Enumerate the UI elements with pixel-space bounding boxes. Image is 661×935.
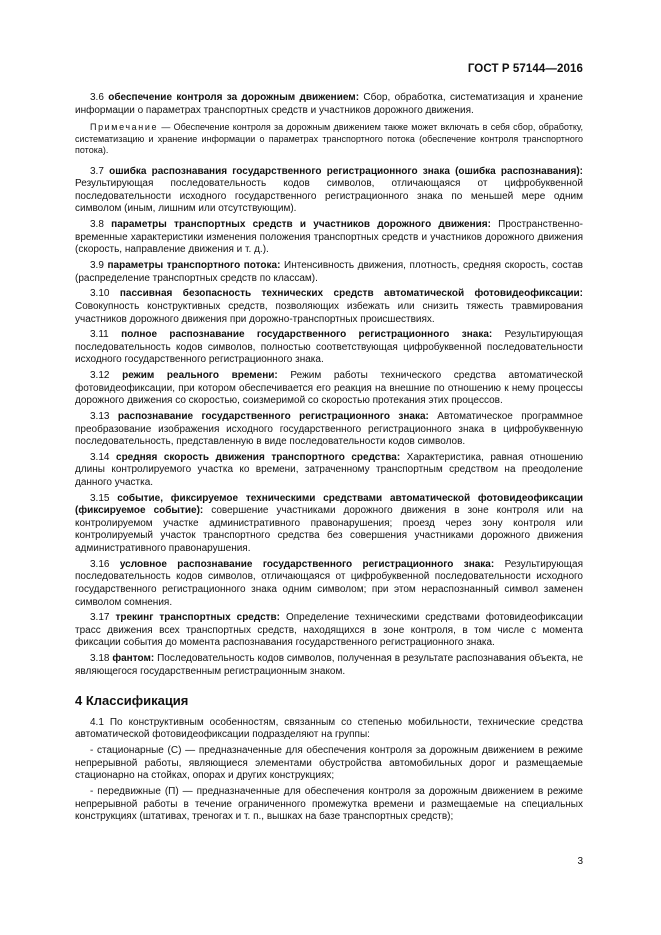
term: распознавание государственного регистрационного знака: (117, 410, 429, 422)
clause-number: 3.7 (90, 165, 104, 177)
clause-number: 3.9 (90, 260, 104, 272)
list-item-stationary: - стационарные (С) — предназначенные для обеспечения контроля за дорожным движением в режиме непрерывной работы, являющиеся элементами обустройства автомобильных дорог и размещаемые стационарно на стойках, опорах и других конструкциях; (75, 745, 583, 782)
document-header: ГОСТ Р 57144—2016 (467, 63, 583, 75)
definition-text: Режим работы технического средства автоматической фотовидеофиксации, при котором обеспечивается его реакция на внешние по отношению к нему процессы дорожного движения со скоростью, соизмеримой со скоростью протекания этих процессов. (75, 370, 583, 407)
term: полное распознавание государственного регистрационного знака: (121, 329, 493, 341)
definition-3-6 (75, 92, 583, 117)
list-item-mobile: - передвижные (П) — предназначенные для обеспечения контроля за дорожным движением в режиме непрерывной работы в течение ограниченного промежутка времени и размещаемые на специальных конструкциях (штативах, треногах и т. п., вышках на базе транспортных средств); (75, 786, 583, 823)
definition-text: Интенсивность движения, плотность, средняя скорость, состав (распределение транспортных средств по классам). (75, 260, 583, 284)
clause-number: 3.17 (90, 612, 110, 624)
definition-text: Результирующая последовательность кодов символов, отличающаяся от цифробуквенной последовательности исходного государственного регистрационного знака по меньшей мере одним символом (иным, лишним или отсутствующим). (75, 178, 583, 215)
clause-number: 3.12 (90, 370, 110, 382)
term: фантом: (112, 653, 155, 665)
document-body (75, 92, 583, 827)
term: обеспечение контроля за дорожным движением: (108, 92, 360, 103)
clause-number: 3.6 (90, 92, 104, 103)
section-heading: 4 Классификация (75, 693, 189, 709)
term: параметры транспортных средств и участников дорожного движения: (111, 219, 491, 231)
note (75, 122, 583, 157)
term: параметры транспортного потока: (107, 260, 281, 272)
clause-number: 3.11 (90, 329, 109, 341)
definition-text: Определение техническими средствами фотовидеофиксации трасс движения всех транспортных средств, находящихся в зоне контроля, в том числе с момента фиксации события до момента распознавания государственного регистрационного знака. (75, 612, 583, 649)
definition-3-15 (75, 493, 583, 556)
definition-3-14 (75, 452, 583, 490)
definition-3-13 (75, 411, 583, 449)
definition-3-7 (75, 166, 583, 216)
clause-number: 3.13 (90, 410, 110, 422)
term: событие, фиксируемое техническими средствами автоматической фотовидеофиксации (фиксируемое событие): (75, 492, 583, 517)
definition-text: Последовательность кодов символов, полученная в результате распознавания объекта, не являющегося государственным регистрационным знаком. (75, 653, 583, 677)
clause-4-1: 4.1 По конструктивным особенностям, связанным со степенью мобильности, технические средства автоматической фотовидеофиксации подразделяют на группы: (75, 716, 583, 741)
note-label: Примечание (90, 122, 159, 133)
clause-number: 3.18 (90, 653, 110, 665)
definition-text: Результирующая последовательность кодов символов, полностью соответствующая цифробуквенной последовательности исходного государственного регистрационного знака. (75, 329, 584, 366)
term: пассивная безопасность технических средств автоматической фотовидеофиксации: (119, 288, 583, 300)
clause-number: 3.10 (90, 288, 110, 300)
definition-3-11 (75, 329, 583, 367)
definition-text: Результирующая последовательность кодов символов, отличающаяся от цифробуквенной последовательности исходного государственного регистрационного знака одним символом; при этом нераспознанный символ заменен символом сомнения. (75, 558, 583, 608)
term: трекинг транспортных средств: (115, 612, 281, 624)
definition-text: совершение участниками дорожного движения в зоне контроля или на контролируемом участке административного правонарушения; проезд через зону контроля или контролируемый участок транспортного средства без совершения участниками дорожного движения административного правонарушения. (75, 505, 583, 555)
definition-3-16 (75, 559, 583, 609)
clause-number: 3.8 (90, 219, 104, 231)
clause-number: 3.16 (90, 558, 110, 570)
definition-3-10 (75, 288, 583, 326)
clause-number: 3.15 (90, 492, 110, 504)
term: средняя скорость движения транспортного средства: (116, 451, 401, 463)
definition-3-8 (75, 219, 583, 257)
definition-text: Пространственно-временные характеристики изменения положения транспортных средств и участников дорожного движения (скорость, направление движения и т. д.). (75, 219, 583, 256)
term: условное распознавание государственного регистрационного знака: (119, 558, 495, 570)
definition-3-9 (75, 260, 583, 285)
definition-text: Автоматическое программное преобразование изображения исходного государственного регистрационного знака в цифробуквенную последовательность, представленную в виде последовательности кодов символов. (75, 410, 583, 448)
definition-text: Характеристика, равная отношению длины контролируемого участка ко времени, затраченному транспортным средством на преодоление данного участка. (75, 451, 584, 488)
definition-3-18 (75, 653, 583, 678)
definition-3-12 (75, 370, 583, 408)
definition-text: Совокупность конструктивных средств, позволяющих избежать или снизить тяжесть травмирования участников дорожного движения при дорожно-транспортных происшествиях. (75, 300, 583, 325)
term: режим реального времени: (122, 370, 278, 382)
term: ошибка распознавания государственного регистрационного знака (ошибка распознавания): (109, 165, 584, 177)
page-number: 3 (577, 856, 583, 867)
definition-3-17 (75, 612, 583, 650)
clause-number: 3.14 (90, 451, 110, 463)
note-text: — Обеспечение контроля за дорожным движением также может включать в себя сбор, обработку, систематизацию и хранение информации о параметрах транспортного потока (обеспечение контроля транспортного потока). (75, 122, 583, 156)
definition-text: Сбор, обработка, систематизация и хранение информации о параметрах транспортных средств и участников дорожного движения. (75, 92, 583, 116)
